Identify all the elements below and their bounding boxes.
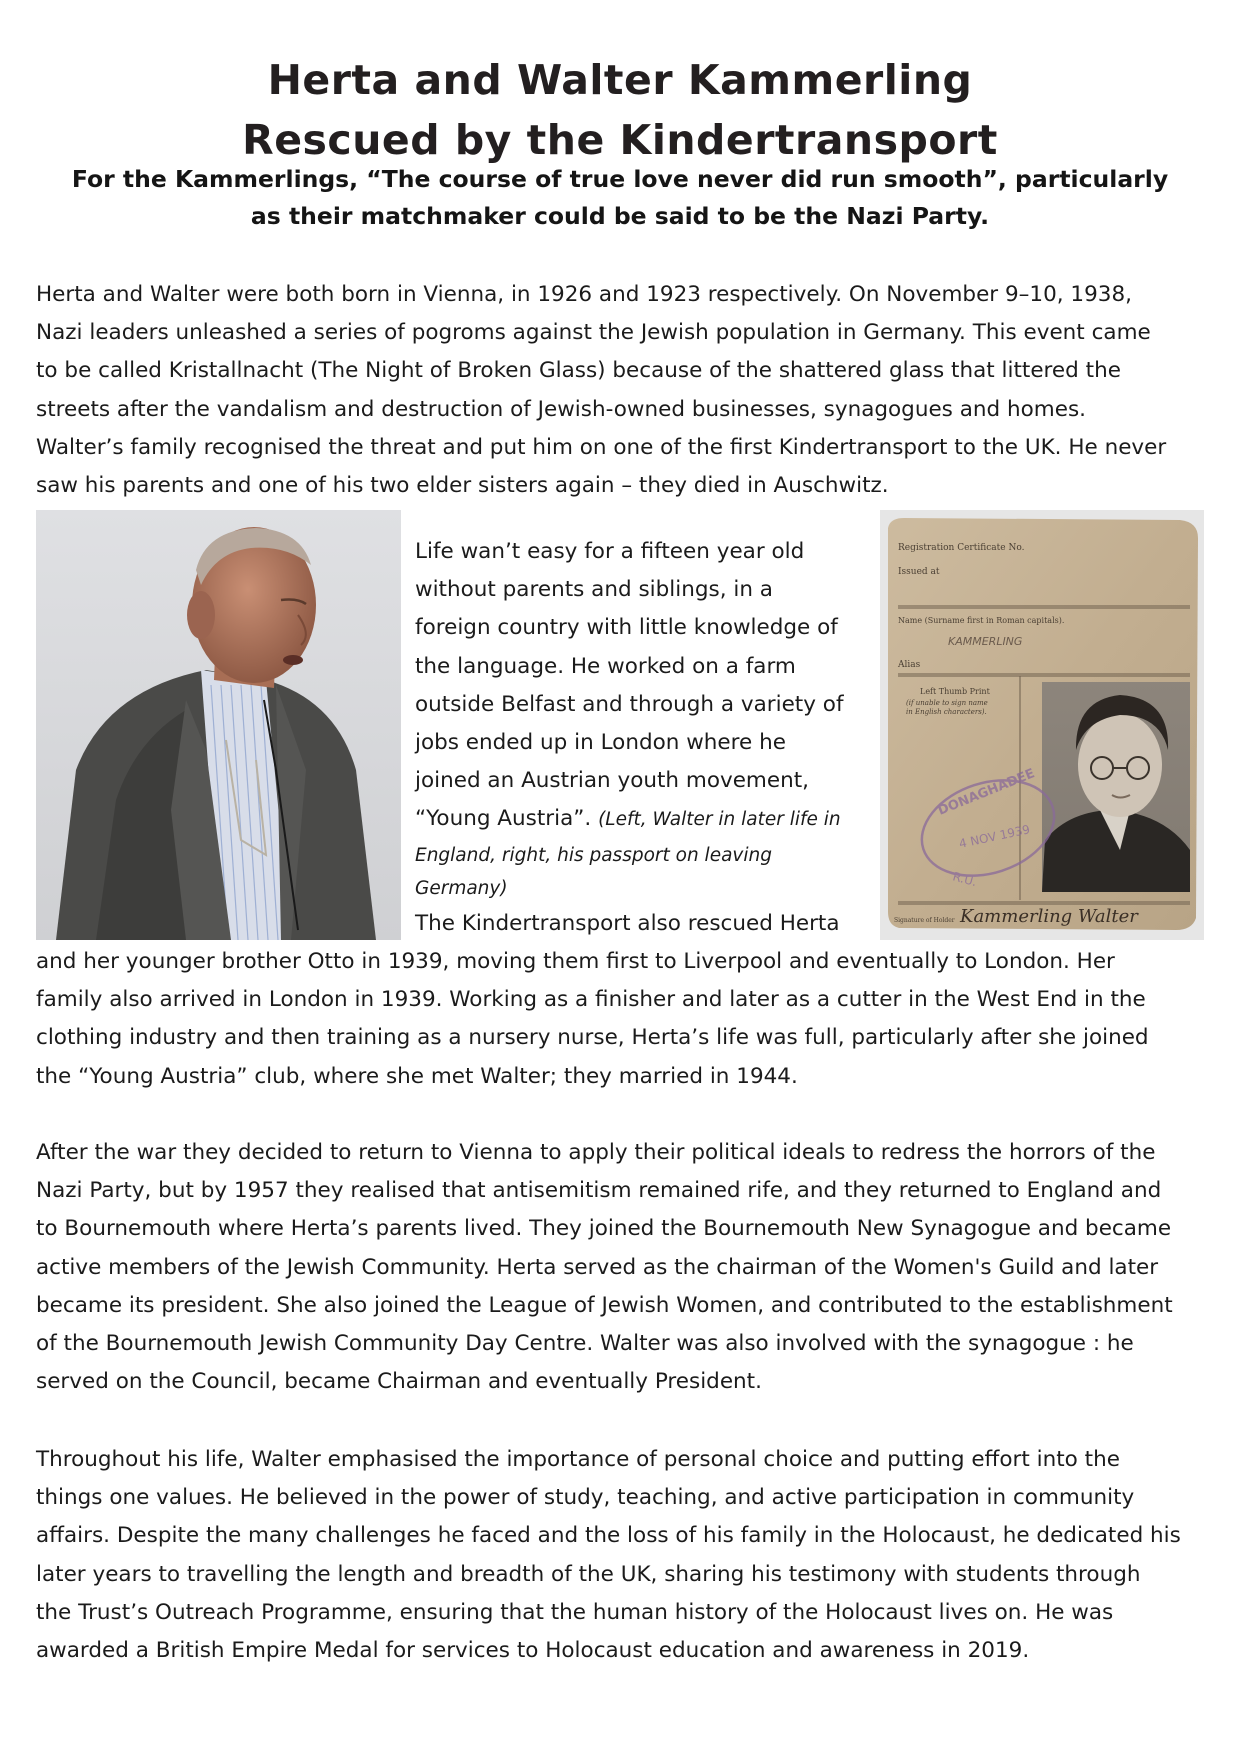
text-line: Life wan’t easy for a fifteen year old bbox=[415, 539, 805, 564]
text-line: Walter’s family recognised the threat and put him on one of the first Kindertransport to the UK. He never bbox=[36, 434, 1167, 460]
text-line: family also arrived in London in 1939. Working as a finisher and later as a cutter in the West End in the bbox=[36, 987, 1146, 1013]
passport-issued-text: Issued at bbox=[898, 567, 940, 577]
passport-thumb-note: in English characters). bbox=[906, 708, 987, 716]
text-line: joined an Austrian youth movement, bbox=[415, 768, 809, 794]
text-line: the “Young Austria” club, where she met Walter; they married in 1944. bbox=[36, 1063, 798, 1089]
image-caption: Germany) bbox=[415, 877, 508, 899]
text-line: the language. He worked on a farm bbox=[415, 653, 796, 679]
passport-signature: Kammerling Walter bbox=[960, 906, 1138, 927]
image-caption: England, right, his passport on leaving bbox=[415, 844, 772, 866]
text-line: Throughout his life, Walter emphasised the importance of personal choice and putting effort into the bbox=[36, 1447, 1120, 1472]
text-line-young-austria bbox=[415, 800, 870, 838]
text-line: affairs. Despite the many challenges he faced and the loss of his family in the Holocaust, he dedicated his bbox=[36, 1523, 1181, 1549]
passport-thumb-note: (if unable to sign name bbox=[906, 699, 988, 707]
paragraph-herta bbox=[36, 943, 1226, 1096]
stamp-place: DONAGHADEE bbox=[935, 766, 1037, 819]
young-austria-text: “Young Austria”. bbox=[415, 806, 592, 832]
text-line: Herta and Walter were both born in Vienna, in 1926 and 1923 respectively. On November 9–10, 1938, bbox=[36, 282, 1132, 307]
passport-name-value: KAMMERLING bbox=[948, 635, 1023, 648]
text-line: Nazi Party, but by 1957 they realised that antisemitism remained rife, and they returned to England and bbox=[36, 1178, 1162, 1204]
text-line: of the Bournemouth Jewish Community Day Centre. Walter was also involved with the synagogue : he bbox=[36, 1331, 1134, 1357]
passport-header-text: Registration Certificate No. bbox=[898, 543, 1025, 553]
text-line: saw his parents and one of his two elder sisters again – they died in Auschwitz. bbox=[36, 473, 889, 499]
text-line: and her younger brother Otto in 1939, moving them first to Liverpool and eventually to London. Her bbox=[36, 949, 1115, 974]
text-line: jobs ended up in London where he bbox=[415, 730, 786, 756]
title-line-1: Herta and Walter Kammerling bbox=[267, 56, 973, 105]
text-line: to be called Kristallnacht (The Night of Broken Glass) because of the shattered glass that littered the bbox=[36, 358, 1121, 384]
text-line: awarded a British Empire Medal for services to Holocaust education and awareness in 2019. bbox=[36, 1638, 1030, 1664]
passport-thumb-label: Left Thumb Print bbox=[920, 687, 990, 696]
text-line: foreign country with little knowledge of bbox=[415, 615, 838, 641]
passport-photo bbox=[880, 510, 1204, 940]
image-caption: (Left, Walter in later life in bbox=[598, 809, 841, 831]
title-line-2: Rescued by the Kindertransport bbox=[242, 116, 998, 165]
text-line: to Bournemouth where Herta’s parents lived. They joined the Bournemouth New Synagogue and became bbox=[36, 1216, 1172, 1242]
subtitle bbox=[30, 161, 1210, 235]
passport-document-icon bbox=[880, 510, 1204, 940]
paragraph-legacy bbox=[36, 1441, 1226, 1670]
text-line: clothing industry and then training as a nursery nurse, Herta’s life was full, particularly after she joined bbox=[36, 1025, 1149, 1051]
paragraph-intro bbox=[36, 276, 1216, 505]
passport-name-label: Name (Surname first in Roman capitals). bbox=[898, 616, 1065, 625]
page-title bbox=[0, 50, 1240, 170]
text-line: outside Belfast and through a variety of bbox=[415, 691, 844, 717]
text-line: without parents and siblings, in a bbox=[415, 577, 773, 603]
text-line: later years to travelling the length and breadth of the UK, sharing his testimony with students through bbox=[36, 1561, 1141, 1587]
subtitle-line-2: as their matchmaker could be said to be the Nazi Party. bbox=[250, 202, 990, 230]
paragraph-life-wrap bbox=[415, 533, 870, 943]
walter-portrait-photo bbox=[36, 510, 401, 940]
text-line: The Kindertransport also rescued Herta bbox=[415, 910, 840, 936]
text-line: After the war they decided to return to Vienna to apply their political ideals to redress the horrors of the bbox=[36, 1140, 1156, 1165]
stamp-date: 4 NOV 1939 bbox=[957, 822, 1032, 851]
text-line: the Trust’s Outreach Programme, ensuring that the human history of the Holocaust lives on. He was bbox=[36, 1599, 1114, 1625]
paragraph-after-war bbox=[36, 1134, 1226, 1401]
text-line: served on the Council, became Chairman and eventually President. bbox=[36, 1369, 762, 1395]
text-line: things one values. He believed in the power of study, teaching, and active participation in community bbox=[36, 1485, 1135, 1511]
text-line: Nazi leaders unleashed a series of pogroms against the Jewish population in Germany. This event came bbox=[36, 320, 1151, 346]
subtitle-line-1: For the Kammerlings, “The course of true love never did run smooth”, particularly bbox=[71, 165, 1169, 193]
text-line: active members of the Jewish Community. Herta served as the chairman of the Women's Guild and later bbox=[36, 1254, 1159, 1280]
stamp-bottom: R.U. bbox=[951, 869, 979, 890]
signature-label: Signature of Holder bbox=[894, 917, 955, 924]
text-line: streets after the vandalism and destruction of Jewish-owned businesses, synagogues and homes. bbox=[36, 396, 1086, 422]
passport-alias-label: Alias bbox=[898, 660, 921, 670]
text-line: became its president. She also joined the League of Jewish Women, and contributed to the establishment bbox=[36, 1292, 1173, 1318]
portrait-photo-icon bbox=[36, 510, 401, 940]
